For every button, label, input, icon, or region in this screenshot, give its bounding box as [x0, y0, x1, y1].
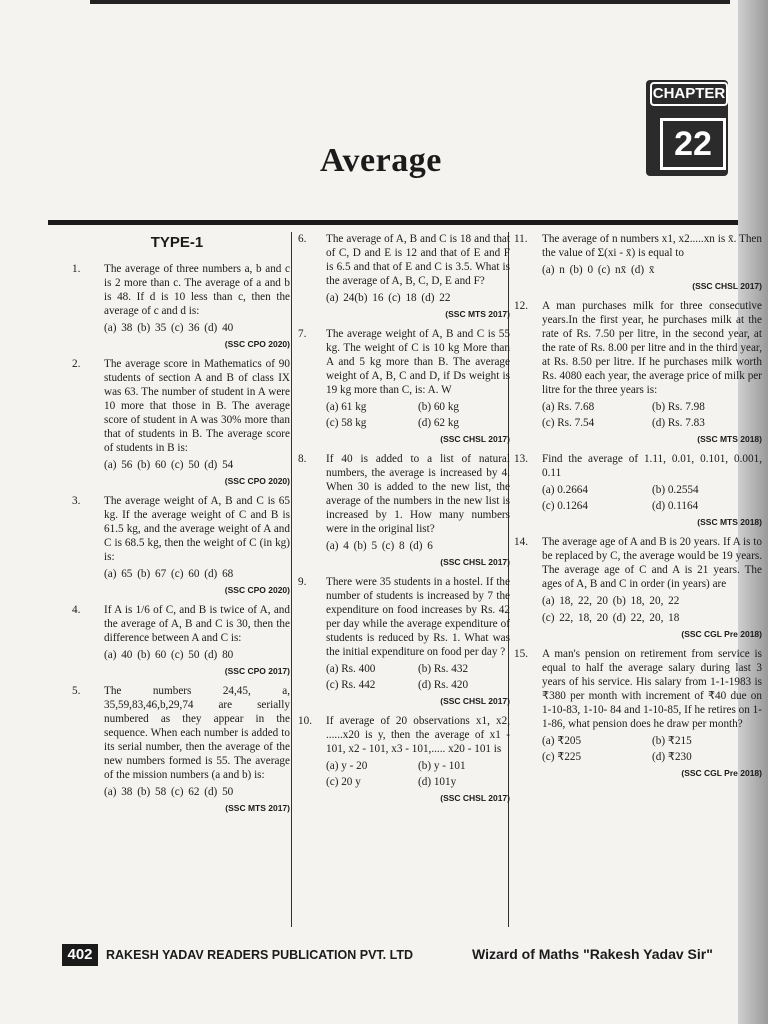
type-heading: TYPE-1 [150, 234, 204, 251]
answer-options: (a) 24(b) 16 (c) 18 (d) 22 [326, 292, 451, 304]
question-text: The average weight of A, B and C is 55 kg. The weight of C is 10 kg More than A and 5 kg more than B. The average weight of A, B, C and D, if Ds weight is 19 kg more than C, is: A. W [326, 328, 510, 396]
question-number: 6. [298, 233, 307, 245]
answer-option: (d) 101y [418, 776, 457, 788]
question-number: 11. [514, 233, 528, 245]
question-item [64, 603, 290, 678]
question-item [512, 232, 762, 293]
page-number: 402 [62, 944, 98, 966]
chapter-number: 22 [660, 118, 726, 170]
exam-source: (SSC CPO 2020) [224, 339, 290, 349]
answer-option: (d) ₹230 [652, 751, 692, 763]
chapter-label: CHAPTER [650, 82, 728, 106]
question-number: 5. [72, 685, 81, 697]
question-text: There were 35 students in a hostel. If the number of students is increased by 7 the expenditure on food increases by Rs. 42 per day while the average expenditure of students is reduced by Rs. 1. What was the initial expenditure on food per day ? [326, 576, 510, 658]
answer-options: (a) 40 (b) 60 (c) 50 (d) 80 [104, 649, 234, 661]
column-3 [512, 232, 762, 786]
question-text: If average of 20 observations x1, x2, ......x20 is y, then the average of x1 - 101, x2 - 101, x3 - 101,..... x20 - 101 is [326, 715, 510, 755]
top-rule [90, 0, 730, 4]
question-item [512, 299, 762, 446]
answer-option: (b) Rs. 7.98 [652, 401, 705, 413]
answer-options: (a) 38 (b) 58 (c) 62 (d) 50 [104, 786, 234, 798]
answer-option: (b) y - 101 [418, 760, 466, 772]
answer-option: (a) y - 20 [326, 760, 368, 772]
answer-option: (c) Rs. 442 [326, 679, 376, 691]
answer-options [542, 483, 762, 513]
question-item [64, 684, 290, 815]
answer-option: (a) Rs. 7.68 [542, 401, 595, 413]
exam-source: (SSC MTS 2017) [445, 309, 510, 319]
exam-source: (SSC CPO 2020) [224, 585, 290, 595]
answer-options: (c) 22, 18, 20 (d) 22, 20, 18 [542, 612, 680, 624]
question-item [512, 647, 762, 780]
exam-source: (SSC CHSL 2017) [440, 793, 510, 803]
answer-option: (c) ₹225 [542, 751, 582, 763]
answer-option: (a) 0.2664 [542, 484, 588, 496]
exam-source: (SSC MTS 2018) [697, 434, 762, 444]
question-item [512, 452, 762, 529]
question-text: A man's pension on retirement from service is equal to half the average salary during last 3 years of his service. His salary from 1-1-1983 is ₹380 per month with increment of ₹40 due on 1-10-83, 1-10- 84 and 1-10-85, If he retires on 1-1-86, what pension does he draw per month? [542, 648, 762, 730]
question-text: The numbers 24,45, a, 35,59,83,46,b,29,74 are serially numbered as they appear in the sequence. When each number is added to its serial number, then the average of the new numbers formed is 55. The average of the mission numbers (a and b) is: [104, 685, 290, 781]
question-item [512, 535, 762, 641]
question-number: 4. [72, 604, 81, 616]
exam-source: (SSC CHSL 2017) [440, 434, 510, 444]
question-item [296, 714, 510, 805]
answer-option: (b) 0.2554 [652, 484, 699, 496]
answer-option: (c) Rs. 7.54 [542, 417, 595, 429]
question-number: 1. [72, 263, 81, 275]
answer-option: (a) ₹205 [542, 735, 582, 747]
question-text: The average age of A and B is 20 years. If A is to be replaced by C, the average would be 19 years. The average age of C and A is 21 years. The ages of A, B and C in order (in years) are [542, 536, 762, 590]
exam-source: (SSC CHSL 2017) [440, 557, 510, 567]
answer-option: (d) 62 kg [418, 417, 460, 429]
answer-option: (d) Rs. 7.83 [652, 417, 705, 429]
answer-options [326, 759, 510, 789]
answer-options: (a) 56 (b) 60 (c) 50 (d) 54 [104, 459, 234, 471]
answer-option: (d) 0.1164 [652, 500, 699, 512]
exam-source: (SSC CGL Pre 2018) [681, 629, 762, 639]
header-rule [48, 220, 738, 225]
answer-option: (b) Rs. 432 [418, 663, 469, 675]
answer-option: (b) 60 kg [418, 401, 460, 413]
footer-tagline: Wizard of Maths "Rakesh Yadav Sir" [472, 946, 713, 962]
answer-options [542, 400, 762, 430]
question-text: The average of n numbers x1, x2.....xn is x̄. Then the value of Σ(xi - x̄) is equal to [542, 233, 762, 259]
answer-options [326, 662, 510, 692]
answer-options [542, 734, 762, 764]
question-number: 9. [298, 576, 307, 588]
question-number: 8. [298, 453, 307, 465]
question-text: If 40 is added to a list of natural numbers, the average is increased by 4. When 30 is added to the new list, the average of the numbers in the new list is increased by 1. How many numbers were in the original list? [326, 453, 510, 535]
question-item [296, 452, 510, 569]
question-text: The average of A, B and C is 18 and that of C, D and E is 12 and that of E and F is 6.5 and that of E and C is 3.5. What is the average of A, B, C, D, E and F? [326, 233, 510, 287]
question-item [64, 262, 290, 351]
answer-option: (c) 0.1264 [542, 500, 588, 512]
question-number: 2. [72, 358, 81, 370]
exam-source: (SSC CHSL 2017) [440, 696, 510, 706]
question-item [64, 494, 290, 597]
publisher-name: RAKESH YADAV READERS PUBLICATION PVT. LTD [106, 948, 413, 962]
question-text: Find the average of 1.11, 0.01, 0.101, 0.001, 0.11 [542, 453, 762, 479]
answer-options: (a) 38 (b) 35 (c) 36 (d) 40 [104, 322, 234, 334]
question-number: 10. [298, 715, 312, 727]
question-text: The average weight of A, B and C is 65 kg. If the average weight of C and B is 61.5 kg, and the average weight of A and C is 68.5 kg, then the weight of C (in kg) is: [104, 495, 290, 563]
answer-option: (a) Rs. 400 [326, 663, 376, 675]
question-text: A man purchases milk for three consecutive years.In the first year, he purchases milk at the rate of Rs. 7.50 per litre, in the second year, at the rate of Rs. 8.00 per litre and in the third year, at Rs. 8.50 per litre. If he purchases milk worth Rs. 4080 each year, the average price of milk per litre for the three years is: [542, 300, 762, 396]
answer-option: (c) 58 kg [326, 417, 367, 429]
answer-options: (a) 65 (b) 67 (c) 60 (d) 68 [104, 568, 234, 580]
answer-options: (a) n (b) 0 (c) nx̄ (d) x̄ [542, 264, 655, 276]
answer-option: (d) Rs. 420 [418, 679, 469, 691]
column-1 [64, 232, 290, 821]
exam-source: (SSC CGL Pre 2018) [681, 768, 762, 778]
exam-source: (SSC CHSL 2017) [692, 281, 762, 291]
column-2 [296, 232, 510, 811]
question-item [296, 327, 510, 446]
question-text: The average score in Mathematics of 90 students of section A and B of class IX was 63. The number of student in A were 10 more that those in B. The average score of student in A was 30% more than that of students in B. The average score of students in B is: [104, 358, 290, 454]
question-number: 12. [514, 300, 528, 312]
question-number: 14. [514, 536, 528, 548]
question-number: 13. [514, 453, 528, 465]
answer-options: (a) 4 (b) 5 (c) 8 (d) 6 [326, 540, 433, 552]
question-item [64, 357, 290, 488]
exam-source: (SSC CPO 2017) [224, 666, 290, 676]
question-number: 15. [514, 648, 528, 660]
column-divider [291, 232, 292, 927]
answer-options: (a) 18, 22, 20 (b) 18, 20, 22 [542, 595, 680, 607]
answer-options [326, 400, 510, 430]
question-text: If A is 1/6 of C, and B is twice of A, and the average of A, B and C is 30, then the difference between A and C is: [104, 604, 290, 644]
answer-option: (b) ₹215 [652, 735, 692, 747]
question-number: 3. [72, 495, 81, 507]
exam-source: (SSC MTS 2018) [697, 517, 762, 527]
answer-option: (a) 61 kg [326, 401, 367, 413]
chapter-title: Average [320, 142, 442, 179]
question-number: 7. [298, 328, 307, 340]
exam-source: (SSC MTS 2017) [225, 803, 290, 813]
question-item [296, 575, 510, 708]
exam-source: (SSC CPO 2020) [224, 476, 290, 486]
question-text: The average of three numbers a, b and c is 2 more than c. The average of a and b is 48. If d is 10 less than c, then the average of c and d is: [104, 263, 290, 317]
answer-option: (c) 20 y [326, 776, 361, 788]
question-item [296, 232, 510, 321]
